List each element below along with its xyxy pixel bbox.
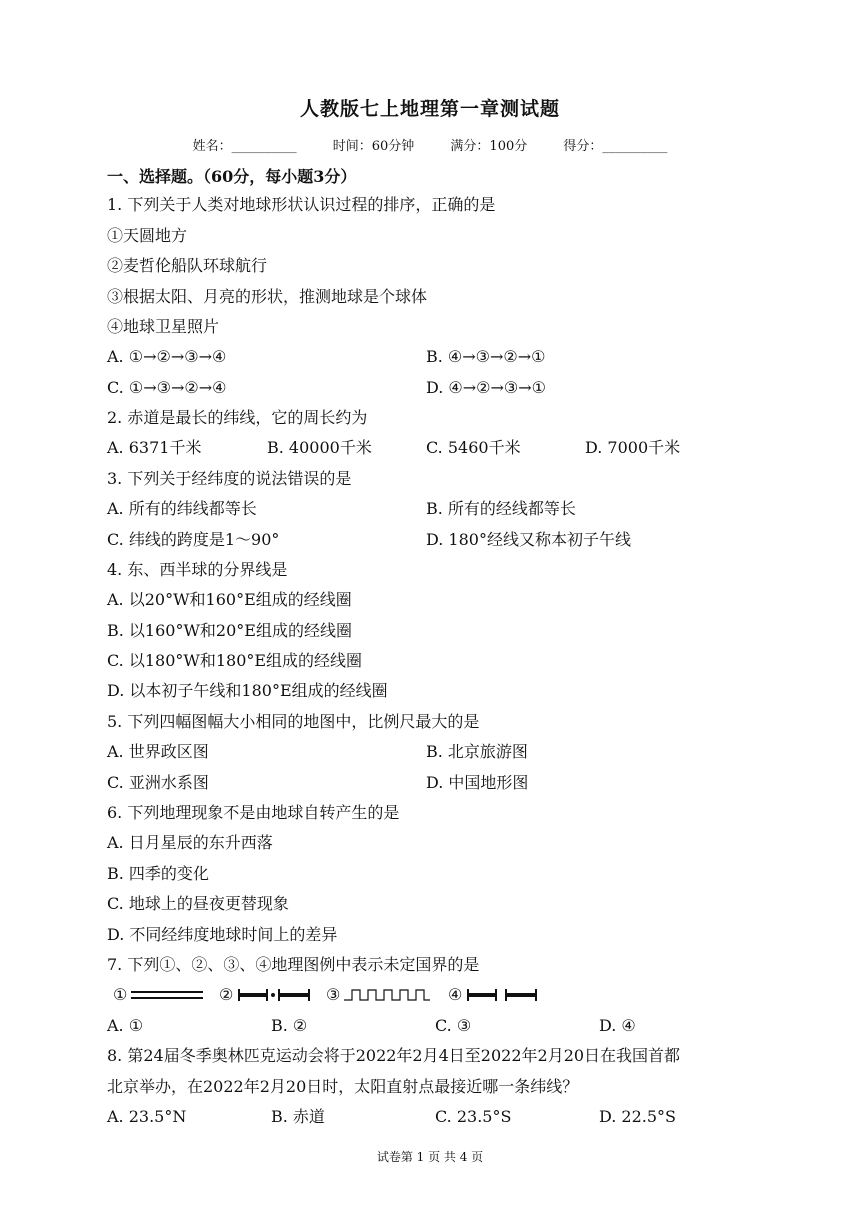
question-5-stem: 5. 下列四幅图幅大小相同的地图中，比例尺最大的是	[107, 712, 480, 731]
score-field[interactable]: 得分：__________	[563, 139, 668, 154]
question-6-stem: 6. 下列地理现象不是由地球自转产生的是	[107, 803, 400, 822]
option-c[interactable]: C. 纬线的跨度是1～90°	[107, 530, 280, 549]
legend-label: ④	[448, 985, 463, 1004]
question-1-item: ①天圆地方	[107, 226, 188, 245]
option-c[interactable]: C. 地球上的昼夜更替现象	[107, 894, 289, 913]
question-1-item: ③根据太阳、月亮的形状，推测地球是个球体	[107, 287, 428, 306]
question-8-stem-continued: 北京举办，在2022年2月20日时，太阳直射点最接近哪一条纬线？	[107, 1077, 579, 1096]
option-c[interactable]: C. 亚洲水系图	[107, 773, 209, 792]
option-a[interactable]: A. 所有的纬线都等长	[107, 499, 257, 518]
legend-label: ①	[113, 985, 128, 1004]
question-2-stem: 2. 赤道是最长的纬线，它的周长约为	[107, 408, 368, 427]
option-b[interactable]: B. 赤道	[271, 1107, 325, 1126]
option-b[interactable]: B. 四季的变化	[107, 864, 209, 883]
option-c[interactable]: C. 23.5°S	[435, 1107, 512, 1126]
legend-label: ③	[326, 985, 341, 1004]
option-d[interactable]: D. 7000千米	[585, 438, 681, 457]
time-info: 时间：60分钟	[332, 139, 415, 154]
option-a[interactable]: A. 世界政区图	[107, 742, 209, 761]
option-a[interactable]: A. 日月星辰的东升西落	[107, 833, 273, 852]
full-score-info: 满分：100分	[450, 139, 528, 154]
option-a[interactable]: A. 6371千米	[107, 438, 202, 457]
option-c[interactable]: C. 以180°W和180°E组成的经线圈	[107, 651, 363, 670]
option-d[interactable]: D. 以本初子午线和180°E组成的经线圈	[107, 681, 388, 700]
option-c[interactable]: C. ①→③→②→④	[107, 378, 227, 397]
question-1-item: ②麦哲伦船队环球航行	[107, 256, 268, 275]
map-legend-figure	[113, 984, 573, 1008]
dash-dot-boundary-symbol	[237, 988, 313, 1002]
option-b[interactable]: B. 以160°W和20°E组成的经线圈	[107, 621, 352, 640]
option-b[interactable]: B. 北京旅游图	[426, 742, 528, 761]
option-a[interactable]: A. 以20°W和160°E组成的经线圈	[107, 590, 352, 609]
option-d[interactable]: D. 180°经线又称本初子午线	[426, 530, 631, 549]
option-d[interactable]: D. 22.5°S	[599, 1107, 677, 1126]
question-3-stem: 3. 下列关于经纬度的说法错误的是	[107, 469, 352, 488]
section-title: 一、选择题。（60分，每小题3分）	[107, 167, 357, 186]
name-field[interactable]: 姓名：__________	[192, 139, 297, 154]
option-d[interactable]: D. ④	[599, 1016, 636, 1035]
question-7-stem: 7. 下列①、②、③、④地理图例中表示未定国界的是	[107, 955, 480, 974]
exam-info	[0, 135, 860, 154]
option-b[interactable]: B. ②	[271, 1016, 308, 1035]
question-4-stem: 4. 东、西半球的分界线是	[107, 560, 288, 579]
option-c[interactable]: C. ③	[435, 1016, 472, 1035]
page-footer: 试卷第 1 页 共 4 页	[376, 1150, 484, 1164]
square-wave-symbol	[344, 988, 430, 1002]
option-a[interactable]: A. 23.5°N	[107, 1107, 187, 1126]
question-8-stem: 8. 第24届冬季奥林匹克运动会将于2022年2月4日至2022年2月20日在我国首都	[107, 1046, 681, 1065]
option-b[interactable]: B. 所有的经线都等长	[426, 499, 576, 518]
option-d[interactable]: D. ④→②→③→①	[426, 378, 547, 397]
option-d[interactable]: D. 不同经纬度地球时间上的差异	[107, 925, 338, 944]
option-b[interactable]: B. ④→③→②→①	[426, 347, 546, 366]
legend-label: ②	[219, 985, 234, 1004]
option-c[interactable]: C. 5460千米	[426, 438, 521, 457]
double-line-symbol	[131, 988, 203, 1002]
dashed-boundary-symbol	[466, 988, 538, 1002]
option-b[interactable]: B. 40000千米	[267, 438, 372, 457]
question-1-stem: 1. 下列关于人类对地球形状认识过程的排序，正确的是	[107, 195, 496, 214]
option-a[interactable]: A. ①	[107, 1016, 144, 1035]
option-a[interactable]: A. ①→②→③→④	[107, 347, 227, 366]
page-title: 人教版七上地理第一章测试题	[299, 98, 560, 120]
option-d[interactable]: D. 中国地形图	[426, 773, 529, 792]
question-1-item: ④地球卫星照片	[107, 317, 220, 336]
